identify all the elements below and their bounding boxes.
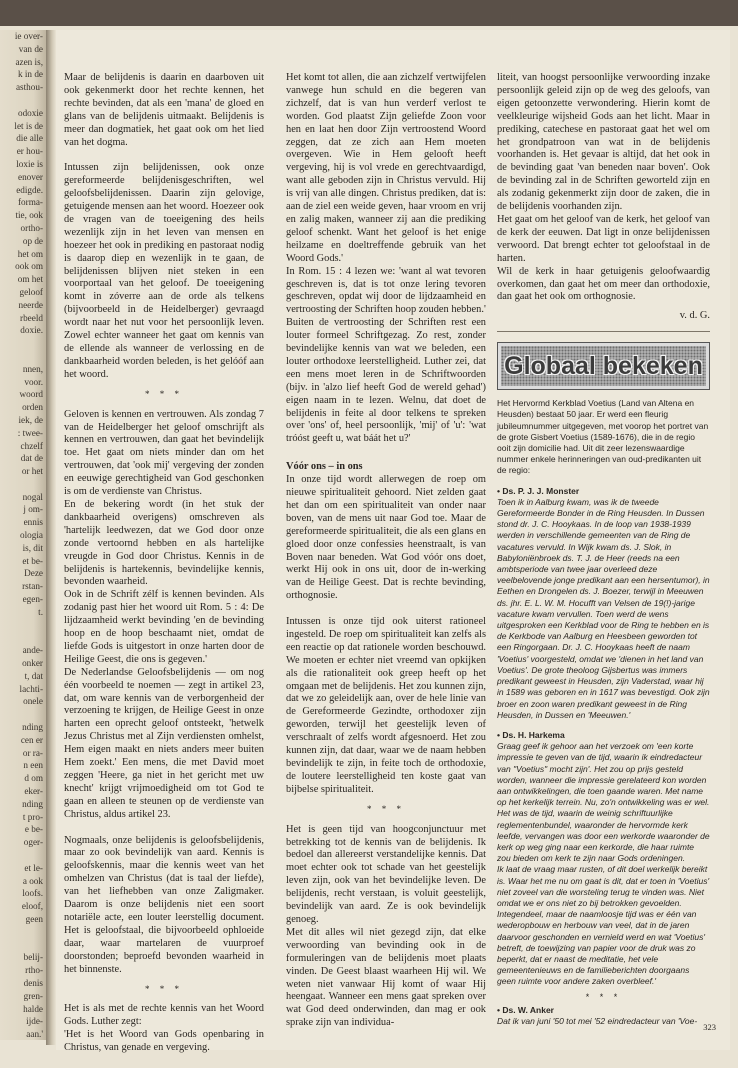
paragraph: Het is als met de rechte kennis van het Woord Gods. Luther zegt: — [64, 1003, 264, 1028]
paragraph: Intussen is onze tijd ook uiterst rationeel ingesteld. De roep om spiritualiteit kan zelfs als een reactie op dat rationele worden beschouwd. We moeten er echter niet vreemd van opkijken als die rationaliteit ook greep heeft op het omgaan met de belijdenis. Het zou kunnen zijn, dat we zo geleidelijk aan, over de hele linie van de Gereformeerde Gezindte, orthodoxer zijn geworden, terwijl het geestelijk leven of verschraalt of zelfs wordt afgesnoerd. Het zou kunnen zijn, dat daar, waar we de naam hebben bevindelijk te zijn, in feite toch de orthodoxie, de loutere leerstelligheid ten koste gaat van bijbelse spiritualiteit. — [286, 616, 486, 795]
paragraph: In Rom. 15 : 4 lezen we: 'want al wat tevoren geschreven is, dat is tot onze lering tevoren geschreven, opdat wij door de lijdzaamheid en vertroosting der Schriften hoop zouden hebben.' — [286, 265, 486, 316]
previous-page-text-fragment: enover — [18, 171, 43, 182]
previous-page-text-fragment: d om — [24, 773, 43, 784]
previous-page-text-fragment — [0, 337, 48, 350]
previous-page-text-fragment: asthou- — [15, 82, 43, 93]
banner-background — [501, 346, 706, 386]
previous-page-text-fragment: t pro- — [22, 811, 43, 822]
previous-page-text-fragment: nnen, — [22, 363, 43, 374]
previous-page-text-fragment: geen — [25, 913, 43, 924]
previous-page-text-fragment: lachti- — [19, 683, 43, 694]
paragraph: Intussen zijn belijdenissen, ook onze gereformeerde belijdenisgeschriften, wel geloofsbelijdenissen. Daarin zijn gelovige, getuigende mensen aan het woord. Hoezeer ook de vragen van de toeeigening des heils wezenlijk zijn in het leven van mensen en hoezeer het ook in prediking en pastoraat nodig is daarop diep en wezenlijk in te gaan, de belijdenissen blijven niet steken in een voorportaal van het geloof. De toeeigening komt in zóverre aan de orde als telkens (bijvoorbeeld in de Heidelberger) gevraagd wordt naar het nut voor het persoonlijk leven. Zowel echter wanneer het gaat om kennis van de ellende als wanneer de verlossing en de dankbaarheid worden beleden, is het gelóóf aan het woord. — [64, 162, 264, 380]
column-2 — [286, 72, 486, 1030]
previous-page-text-fragment: let is de — [14, 120, 43, 131]
previous-page-text-fragment: e be- — [24, 824, 43, 835]
previous-page-text-fragment: : twee- — [17, 427, 43, 438]
previous-page-text-fragment: or het — [21, 466, 43, 477]
previous-page-text-fragment: halde — [23, 1003, 43, 1014]
previous-page-text-fragment: egen- — [22, 594, 43, 605]
section-separator: * * * — [367, 803, 405, 814]
previous-page-text-fragment — [0, 939, 48, 952]
previous-page-text-fragment: om het — [17, 274, 43, 285]
previous-page-text-fragment: die alle — [16, 133, 43, 144]
previous-page-text-fragment: et le- — [24, 862, 43, 873]
previous-page-text-fragment: ook om — [15, 261, 43, 272]
previous-page-text-fragment: er hou- — [16, 146, 43, 157]
previous-page-text-fragment: eker- — [24, 786, 43, 797]
previous-page-text-fragment: onker — [22, 658, 43, 669]
section-separator: * * * — [145, 388, 183, 399]
paragraph: Buiten de vertroosting der Schriften rest een louter formeel Schriftgezag. Zo rest, zonder bevindelijke kennis van wat we beleden, een louter orthodoxe leerstelligheid. Luther zei, dat een mens moet leren in de Schriftwoorden (bijv. in 'alzo lief heeft God de wereld gehad') eigen naam in te lezen. Welnu, dat doet de belijdenis in feite al door telkens te spreken over 'ons' of, heel persoonlijk, 'mij' of 'u': 'wat tróóst geeft u, wat báát het u?' — [286, 317, 486, 445]
previous-page-text-fragment: voor. — [24, 376, 43, 387]
contributor-text: Toen ik in Aalburg kwam, was ik de tweede Gereformeerde Bonder in de Ring Heusden. In Dussen stond dr. J. C. Hooykaas. In de loop van 1938-1939 werden in verschillende gemeenten van de Ring de vacatures vervuld. In Wijk kwam ds. J. Slok, in Babyloniënbroek ds. T. J. de Heer (reeds na een ambtsperiode van twee jaar overleed deze veelbelovende jonge predikant aan een hersentumor), in Eethen en Drongelen ds. J. Boezer, terwijl in Meeuwen ds. jhr. E. L. W. M. Hocufft van Velsen de 19(!)-jarige vacature kwam vervullen. Toen werd de wens uitgesproken een Kerkblad voor de Ring te hebben en is de Kerkbode van Aalburg en Heesbeen geworden tot een Ringorgaan. Dr. J. C. Hooykaas heeft de naam 'Voetius' voorgesteld, omdat we 'dienen in het land van Voetius'. De grote theoloog Gijsbertus was immers predikant geweest in Heusden, zijn Vaderstad, waar hij in 1589 was geboren en in 1617 was bevestigd. Ook zijn broer en zoon waren predikant geweest in de Ring Heusden, in Dussen en 'Meeuwen.' — [497, 496, 710, 720]
contributor-name: • Ds. P. J. J. Monster — [497, 485, 580, 496]
previous-page-text-fragment: n een — [23, 760, 43, 771]
previous-page-text-fragment — [0, 631, 48, 644]
previous-page-text-fragment: nding — [22, 722, 43, 733]
paragraph: Nogmaals, onze belijdenis is geloofsbelijdenis, maar zo ook bevindelijk van aard. Kennis is geloofskennis, maar die kennis weet van het omhelzen van Christus (dat is taal der liefde), van het liefhebben van onze Zaligmaker. Daarom is onze belijdenis niet een soort notariële acte, een louter leerstellig document. Het is geloofstaal, die bijvoorbeeld ophloeide daar, waar martelaren de vuurproef doorstonden; beproefd bevonden waarheid in het binnenste. — [64, 834, 264, 975]
contributor-text: Ik laat de vraag maar rusten, of dit doel werkelijk bereikt is. Waar het me nu om gaat is dit, dat er toen in 'Voetius' niet zoveel van die worsteling terug te vinden was. Niet omdat we er ons niet zo bij betrokken gevoelden. Integendeel, maar de naamloosje tijd was er één van wederopbouw en herbouw van veel, dat in de jaren daarvoor geschonden en vernield werd en wat 'Voetius' betreft, de toewijzing van papier voor de druk was zo beperkt, dat er naast de meditatie, het vele gemeentenieuws en de familieberichten doorgaans geen ruimte voor andere zaken overbleef.' — [497, 864, 710, 987]
previous-page-text-fragment: op de — [22, 235, 43, 246]
magazine-page — [56, 30, 730, 1054]
previous-page-text-fragment: iek, de — [18, 414, 43, 425]
previous-page-text-fragment: orden — [22, 402, 43, 413]
contributor-name: • Ds. W. Anker — [497, 1004, 554, 1015]
previous-page-text-fragment: ie over- — [14, 31, 43, 41]
previous-page-text-fragment: neerde — [18, 299, 43, 310]
section-separator: * * * — [145, 983, 183, 994]
previous-page-text-fragment — [0, 94, 48, 107]
previous-page-text-fragment: nding — [22, 798, 43, 809]
previous-page-text-fragment: cen er — [20, 734, 43, 745]
paragraph: liteit, van hoogst persoonlijke verwoording inzake persoonlijk geleid zijn op de weg des geloofs, van eigen getoonzette verwondering. Hierin komt de veelkleurige wijsheid Gods aan het licht. Maar in prediking, catechese en pastoraat gaat het wel om het grondpatroon van wat in de belijdenis voorhanden is. Het gevaar is altijd, dat het ook in de bevinding gaat 'van beneden naar boven'. Ook de bevinding zal in de Schriften geworteld zijn en als zodanig gekenmerkt zijn door de zaken, die in de belijdenis voorhanden zijn. — [497, 72, 710, 213]
paragraph: In onze tijd wordt allerwegen de roep om nieuwe spiritualiteit gehoord. Niet zelden gaat het dan om een spiritualiteit van onder naar boven, van de mens uit naar God toe. Maar de gereformeerde spiritualiteit, die als een glans en gloed door onze confessies heenstraalt, is van Boven naar beneden. Wat God vóór ons doet, werkt Hij ook in ons uit, door de in-werking van de Heilige Geest. Dat is rechte bevinding, orthognosie. — [286, 474, 486, 602]
previous-page-text-fragment: onele — [23, 696, 43, 707]
section-separator: * * * — [585, 991, 622, 1002]
previous-page-text-fragment: ortho- — [20, 222, 43, 233]
previous-page-text-fragment: geloof — [19, 286, 43, 297]
previous-page-text-fragment: chzelf — [20, 440, 43, 451]
previous-page-text-fragment: et be- — [22, 555, 43, 566]
previous-page-text-fragment: van de — [18, 43, 43, 54]
previous-page-text-fragment: rbeeld — [20, 312, 43, 323]
previous-page-text-fragment: forma- — [18, 197, 43, 208]
column-1 — [64, 72, 264, 1055]
previous-page-text-fragment: dat de — [20, 453, 43, 464]
paragraph: Het komt tot allen, die aan zichzelf vertwijfelen vanwege hun schuld en die begeren van zichzelf, dat is van hun verderf verlost te worden. God plaatst Zijn geliefde Zoon voor hen en laat hen door Zijn vertroostend Woord zeggen, dat ze zich aan Hem moeten overgeven. Wie in Hem gelooft heeft vergeving, hij is vol vrede en gerechtvaardigd, want alle geboden zijn in Christus vervuld. Hij is vrij van alle dingen. Christus prediken, dat is: aan de ziel een weide geven, haar vroom en vrij en zalig maken, wanneer zij aan die prediking geloof schenkt. Want het geloof is het enige heilzame en doeltreffende gebruik van het Woord Gods.' — [286, 72, 486, 264]
previous-page-text-fragment: ijde- — [26, 1016, 43, 1027]
paragraph: En de bekering wordt (in het stuk der dankbaarheid overigens) omschreven als 'hartelijk leedwezen, dat we God door onze zonde vertoornd hebben en als hartelijke vreugde in God door Christus. Kennis in de belijdenis is hartekennis, bevindelijke kennis, bevonden waarheid. — [64, 498, 264, 588]
paragraph: Maar de belijdenis is daarin en daarboven uit ook gekenmerkt door het rechte kennen, het rechte bevinden, dat als een 'mana' de gloed en glans van de belijdenis uitmaakt. Belijdenis is meer dan dogmatiek, het gaat ook om het lied van het dogma. — [64, 72, 264, 148]
subheading: Vóór ons – in ons — [286, 461, 363, 473]
previous-page-text-fragment — [0, 619, 48, 632]
previous-page-text-fragment: doxie. — [20, 325, 43, 336]
previous-page-text-fragment: odoxie — [17, 107, 43, 118]
contributor-text: Graag geef ik gehoor aan het verzoek om 'een korte impressie te geven van de tijd, waarin ik eindredacteur van "Voetius" mocht zijn'. Het zou op prijs gesteld worden, wanneer die impressie gerelateerd kon worden aan ontwikkelingen, die toen gaande waren. Met name op het kerkelijk terrein. Nu, zo'n ontwikkeling was er wel. Het was de tijd, waarin de weinig schriftuurlijke reglementenbundel, waaronder de hervormde kerk leefde, vervangen was door een werkorde waaronder de kerk op weg ging naar een kerkorde, die haar ruimte zou bieden om kerk te zijn naar Gods ordeningen. — [497, 741, 710, 864]
previous-page-text-fragment — [0, 849, 48, 862]
news-digest — [497, 398, 710, 1027]
paragraph: Het is geen tijd van hoogconjunctuur met betrekking tot de kennis van de belijdenis. Ik bedoel dan allereerst verstandelijke kennis. Dat moet echter ook tot schade van het geestelijk leven zijn, ook van het bevindelijke leven. De belijdenis, recht verstaan, is voluit geestelijk, bevindelijk van aard. Ze is ook bevindelijk genoeg. — [286, 823, 486, 925]
previous-page-text-fragment: azen is, — [15, 56, 43, 67]
previous-page-text-fragment: t. — [38, 606, 43, 617]
previous-page-text-fragment: ennis — [23, 517, 43, 528]
previous-page-text-fragment: belij- — [23, 952, 43, 963]
previous-page-text-fragment: or ra- — [22, 747, 43, 758]
previous-page-text-fragment — [0, 708, 48, 721]
previous-page-text-fragment: Deze — [24, 568, 43, 579]
previous-page-text-fragment: het om — [17, 248, 43, 259]
paragraph: Geloven is kennen en vertrouwen. Als zondag 7 van de Heidelberger het geloof omschrijft als kennen en vertrouwen, dan gaat het bevindelijk toe. Het gaat om niets minder dan om het vertrouwen, dat 'ook mij' vergeving der zonden en eeuwige gerechtigheid van God geschonken is om de verdienste van Christus. — [64, 408, 264, 498]
previous-page-text-fragment: ologia — [20, 530, 43, 541]
previous-page-text-fragment: ande- — [22, 645, 43, 656]
previous-page-text-fragment — [0, 478, 48, 491]
page-number: 323 — [703, 1022, 716, 1032]
previous-page-text-fragment: denis — [23, 977, 43, 988]
previous-page-text-fragment: rstan- — [22, 581, 43, 592]
previous-page-text-fragment: oger- — [23, 837, 43, 848]
paragraph: Met dit alles wil niet gezegd zijn, dat elke verwoording van bevinding ook in de formuleringen van de belijdenis moet plaats vinden. De Geest blaast waarheen Hij wil. We weten niet vanwaar Hij komt of waar Hij heengaat. Wanneer een mens gaat spreken over wat God deed onderwinden, dan mag er ook sprake zijn van individua- — [286, 926, 486, 1029]
previous-page-text-fragment: t, dat — [24, 670, 43, 681]
paragraph: Ook in de Schrift zélf is kennen bevinden. Als zodanig past hier het woord uit Rom. 5 : 4: De lijdzaamheid werkt bevinding 'en de bevinding hoop en de hoop beschaamt niet, omdat de liefde Gods is uitgestort in onze harten door de Heilige Geest, die ons is gegeven.' — [64, 589, 264, 665]
previous-page-text-fragment: a ook — [22, 875, 43, 886]
paragraph: Het gaat om het geloof van de kerk, het geloof van de kerk der eeuwen. Dat ligt in onze belijdenissen verwoord. Dat brengt echter tot geloofstaal in de harten. — [497, 213, 710, 264]
previous-page-text-fragment: eloof, — [21, 901, 43, 912]
previous-page-text-fragment: aan.' — [26, 1029, 43, 1040]
paragraph: De Nederlandse Geloofsbelijdenis — om nog één voorbeeld te noemen — zegt in artikel 23, dat, om ware kennis van de verborgenheid der verzoening te krijgen, de Heilige Geest in onze harten een oprecht geloof ontsteekt, 'hetwelk Jezus Christus met al Zijn verdiensten omhelst, Hem eigen maakt en niets anders meer buiten Hem zoekt.' Een mens, die met David moet zeggen 'Heere, ga niet in het gericht met uw knecht' krijgt vrijmoedigheid om tot God te gaan en alleen te steunen op de verdienste van Christus, aldus artikel 23. — [64, 666, 264, 820]
section-banner — [497, 342, 710, 390]
previous-page-text-fragment: loofs. — [22, 888, 43, 899]
previous-page-text-fragment: rtho- — [25, 965, 43, 976]
previous-page-text-fragment — [0, 350, 48, 363]
previous-page-text-fragment: k in de — [17, 69, 43, 80]
previous-page-text-fragment: edigde. — [16, 184, 43, 195]
column-3 — [497, 72, 710, 1027]
digest-intro: Het Hervormd Kerkblad Voetius (Land van Altena en Heusden) bestaat 50 jaar. Er werd een fleurig jubileumnummer uitgegeven, met voorop het portret van de grote Gisbert Voetius (1589-1676), die in de regio ooit zijn domicilie had. Uit dit zeer lezenswaardige nummer enkele herinneringen van oud-predikanten uit de regio: — [497, 398, 709, 476]
previous-page-text-fragment: gren- — [23, 990, 43, 1001]
previous-page-text-fragment: j om- — [23, 504, 43, 515]
paragraph: Wil de kerk in haar getuigenis geloofwaardig overkomen, dan gaat het om meer dan orthodoxie, dan gaat het ook om orthognosie. — [497, 265, 710, 303]
divider — [497, 331, 710, 332]
page-gutter — [46, 30, 56, 1045]
author-signature: v. d. G. — [679, 310, 710, 322]
previous-page-text-fragment: loxie is — [16, 158, 43, 169]
previous-page-text-fragment: woord — [19, 389, 43, 400]
previous-page-edge — [0, 30, 48, 1040]
quotation: 'Het is het Woord van Gods openbaring in Christus, van genade en vergeving. — [64, 1029, 264, 1054]
previous-page-text-fragment — [0, 926, 48, 939]
contributor-text: Dat ik van juni '50 tot mei '52 eindredacteur van 'Voe- — [497, 1015, 698, 1026]
previous-page-text-fragment: nogal — [22, 491, 43, 502]
section-title: Globaal bekeken — [504, 351, 703, 380]
contributor-name: • Ds. H. Harkema — [497, 729, 565, 740]
previous-page-text-fragment: tie, ook — [15, 210, 43, 221]
previous-page-text-fragment: is, dit — [22, 542, 43, 553]
